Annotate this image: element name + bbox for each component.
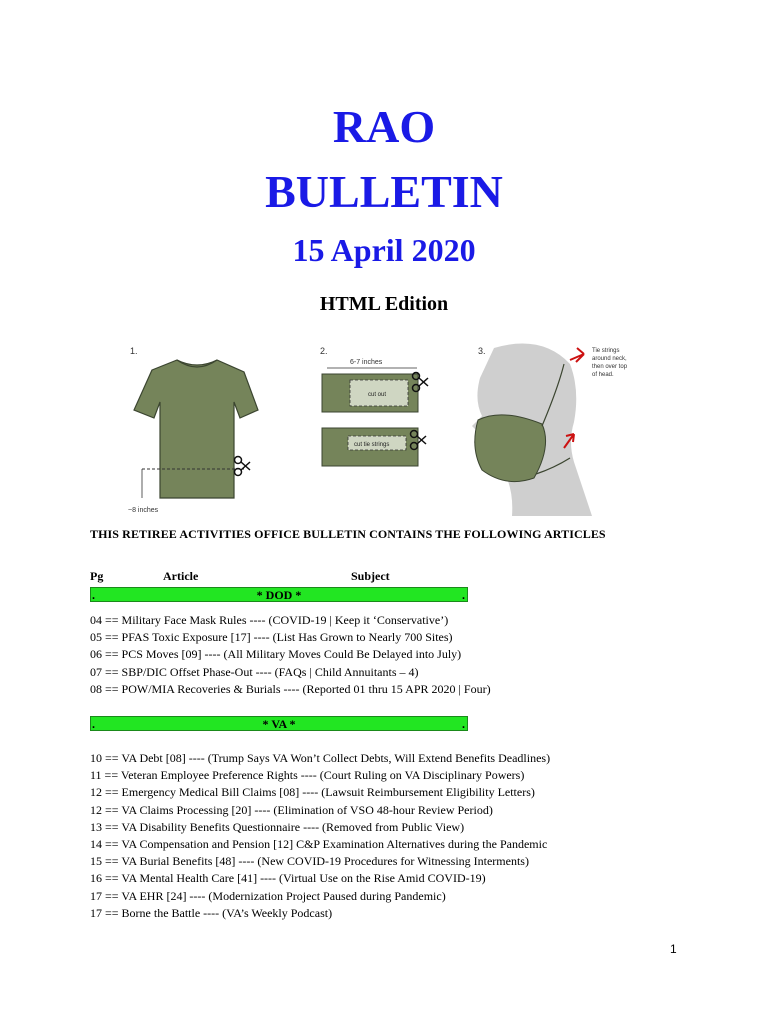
section-label-dod: * DOD * <box>256 588 302 602</box>
list-item[interactable]: 15 == VA Burial Benefits [48] ---- (New COVID-19 Procedures for Witnessing Interments) <box>90 854 529 869</box>
bulletin-date: 15 April 2020 <box>292 232 476 268</box>
section-band-dod: . * DOD * . <box>90 587 468 602</box>
step1-label: 1. <box>130 346 138 356</box>
column-pg: Pg <box>90 569 104 583</box>
step3-note-line3: then over top <box>592 364 628 370</box>
article-list-dod <box>90 612 730 698</box>
page-number: 1 <box>670 942 677 956</box>
column-subject: Subject <box>351 569 390 583</box>
arrow-icon <box>570 348 584 362</box>
step2-label: 2. <box>320 346 328 356</box>
section-band-va: . * VA * . <box>90 716 468 731</box>
mask-illustration <box>475 415 546 482</box>
step3-note-line2: around neck, <box>592 356 627 362</box>
step3-label: 3. <box>478 346 486 356</box>
step2-measure: 6-7 inches <box>350 359 383 366</box>
list-item[interactable]: 08 == POW/MIA Recoveries & Burials ---- (Reported 01 thru 15 APR 2020 | Four) <box>90 681 491 696</box>
list-item[interactable]: 06 == PCS Moves [09] ---- (All Military Moves Could Be Delayed into July) <box>90 647 462 662</box>
contents-headline: THIS RETIREE ACTIVITIES OFFICE BULLETIN CONTAINS THE FOLLOWING ARTICLES <box>90 527 606 541</box>
list-item[interactable]: 14 == VA Compensation and Pension [12] C&P Examination Alternatives during the Pandemic <box>90 837 548 852</box>
section-label-va: * VA * <box>262 717 296 731</box>
step1-measure: ~8 inches <box>128 507 159 514</box>
step2-cut-label: cut out <box>368 392 387 398</box>
list-item[interactable]: 10 == VA Debt [08] ---- (Trump Says VA Won’t Collect Debts, Will Extend Benefits Deadlines) <box>90 751 551 765</box>
list-item[interactable]: 04 == Military Face Mask Rules ---- (COVID-19 | Keep it ‘Conservative’) <box>90 613 449 627</box>
list-item[interactable]: 07 == SBP/DIC Offset Phase-Out ---- (FAQs | Child Annuitants – 4) <box>90 664 419 679</box>
scissors-icon <box>235 457 251 476</box>
article-list-va <box>90 750 730 922</box>
list-item[interactable]: 17 == VA EHR [24] ---- (Modernization Project Paused during Pandemic) <box>90 888 446 903</box>
tshirt-illustration <box>134 360 258 498</box>
title-rao: RAO <box>332 101 436 152</box>
list-item[interactable]: 16 == VA Mental Health Care [41] ---- (Virtual Use on the Rise Amid COVID-19) <box>90 871 486 886</box>
list-item[interactable]: 12 == VA Claims Processing [20] ---- (Elimination of VSO 48-hour Review Period) <box>90 802 493 817</box>
list-item[interactable]: 05 == PFAS Toxic Exposure [17] ---- (List Has Grown to Nearly 700 Sites) <box>90 630 453 645</box>
list-item[interactable]: 11 == Veteran Employee Preference Rights ---- (Court Ruling on VA Disciplinary Powers) <box>90 768 525 783</box>
edition-label: HTML Edition <box>319 293 449 315</box>
column-headers <box>90 569 510 585</box>
list-item[interactable]: 17 == Borne the Battle ---- (VA’s Weekly Podcast) <box>90 905 333 920</box>
column-article: Article <box>163 569 199 583</box>
mask-instructions-figure <box>122 338 638 516</box>
step3-note-line4: of head. <box>592 372 614 378</box>
title-bulletin: BULLETIN <box>265 166 503 217</box>
list-item[interactable]: 13 == VA Disability Benefits Questionnaire ---- (Removed from Public View) <box>90 819 465 834</box>
list-item[interactable]: 12 == Emergency Medical Bill Claims [08] ---- (Lawsuit Reimbursement Eligibility Letters) <box>90 785 535 800</box>
step2-strings-label: cut tie strings <box>354 442 390 448</box>
step3-note-line1: Tie strings <box>592 348 620 354</box>
